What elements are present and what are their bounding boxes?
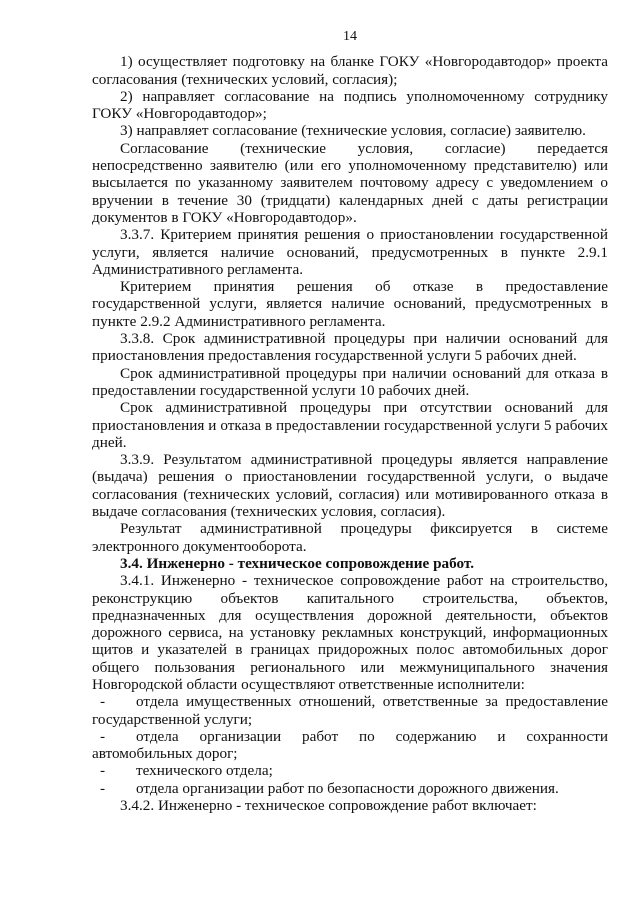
list-item-text: отдела организации работ по содержанию и сохранности автомобильных дорог; [92, 727, 608, 763]
paragraph: 3.3.7. Критерием принятия решения о приостановлении государственной услуги, является наличие оснований, предусмотренных в пункте 2.9.1 Административного регламента. [92, 226, 608, 278]
paragraph: 3.3.8. Срок административной процедуры при наличии оснований для приостановления предоставления государственной услуги 5 рабочих дней. [92, 330, 608, 365]
paragraph: Результат административной процедуры фиксируется в системе электронного документооборота. [92, 520, 608, 555]
paragraph: 3) направляет согласование (технические условия, согласие) заявителю. [120, 122, 586, 140]
list-item [92, 693, 608, 728]
list-dash: - [100, 762, 106, 780]
paragraph: Срок административной процедуры при наличии оснований для отказа в предоставлении государственной услуги 10 рабочих дней. [92, 364, 608, 399]
paragraph: 1) осуществляет подготовку на бланке ГОКУ «Новгородавтодор» проекта согласования (технических условий, согласия); [92, 53, 608, 88]
list-dash: - [100, 727, 106, 745]
list-item [92, 780, 608, 797]
paragraph: 3.3.9. Результатом административной процедуры является направление (выдача) решения о приостановлении государственной услуги, о выдаче согласования (технических условий, согласия) или мотивированного отказа в выдаче согласования (технических условия, согласия). [92, 451, 608, 521]
paragraph: Срок административной процедуры при отсутствии оснований для приостановления и отказа в предоставлении государственной услуги 5 рабочих дней. [92, 399, 608, 451]
page-number: 14 [343, 29, 357, 44]
section-heading: 3.4. Инженерно - техническое сопровождение работ. [120, 554, 475, 572]
list-item-text: отдела имущественных отношений, ответственные за предоставление государственной услуги; [92, 693, 608, 728]
list-item [92, 762, 608, 779]
document-page [92, 28, 608, 814]
list-dash: - [100, 693, 106, 711]
paragraph-342: 3.4.2. Инженерно - техническое сопровождение работ включает: [120, 797, 537, 815]
list-dash: - [100, 779, 106, 797]
paragraph: 2) направляет согласование на подпись уполномоченному сотруднику ГОКУ «Новгородавтодор»; [92, 87, 608, 123]
list-item-text: технического отдела; [136, 762, 273, 780]
list-item-text: отдела организации работ по безопасности дорожного движения. [136, 779, 559, 797]
paragraph: Критерием принятия решения об отказе в предоставление государственной услуги, является наличие оснований, предусмотренных в пункте 2.9.2 Административного регламента. [92, 278, 608, 330]
paragraph: Согласование (технические условия, согласие) передается непосредственно заявителю (или его уполномоченному представителю) или высылается по указанному заявителем почтовому адресу с уведомлением о вручении в течение 30 (тридцати) календарных дней с даты регистрации документов в ГОКУ «Новгородавтодор». [92, 139, 608, 226]
paragraph-341: 3.4.1. Инженерно - техническое сопровождение работ на строительство, реконструкцию объектов капитального строительства, объектов, предназначенных для осуществления дорожной деятельности, объектов дорожного сервиса, на установку рекламных конструкций, информационных щитов и указателей в границах придорожных полос автомобильных дорог общего пользования регионального или межмуниципального значения Новгородской области осуществляют ответственные исполнители: [92, 572, 608, 693]
list-item [92, 728, 608, 763]
